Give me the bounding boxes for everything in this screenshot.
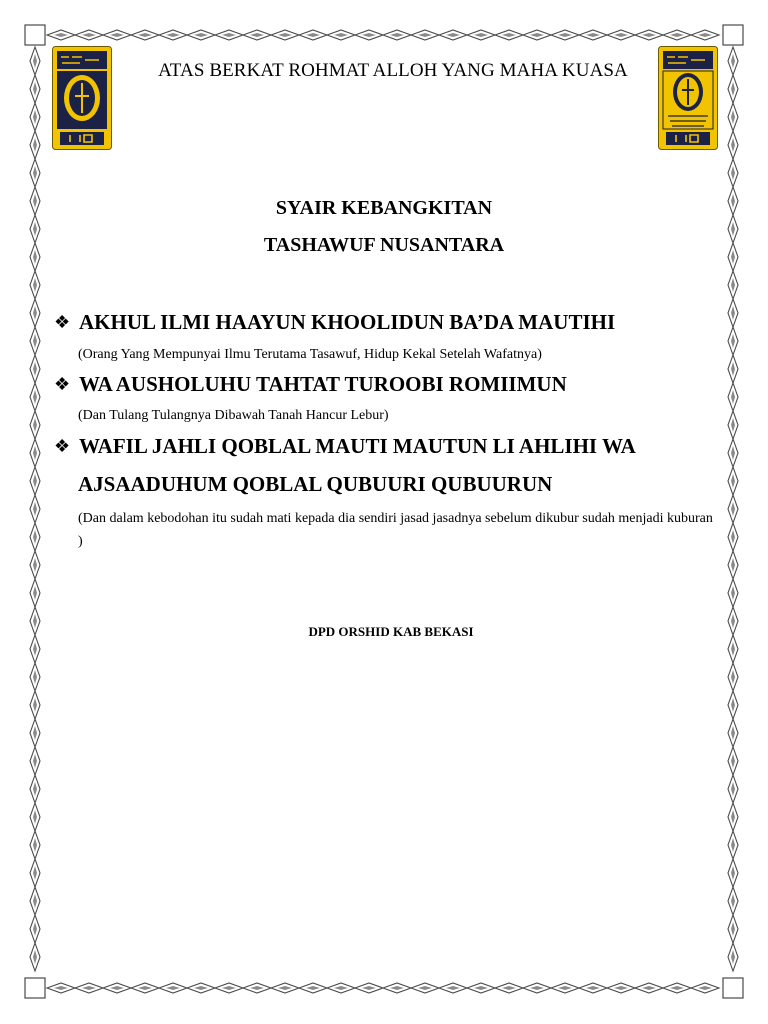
border-ornament bbox=[187, 983, 215, 993]
verse-2-text: WA AUSHOLUHU TAHTAT TUROOBI ROMIIMUN bbox=[79, 372, 567, 396]
border-ornament bbox=[75, 983, 103, 993]
poem-subtitle: TASHAWUF NUSANTARA bbox=[263, 234, 505, 256]
border-ornament bbox=[635, 983, 663, 993]
border-ornament bbox=[30, 663, 40, 691]
border-ornament bbox=[131, 30, 159, 40]
border-ornament bbox=[30, 579, 40, 607]
border-ornament bbox=[327, 983, 355, 993]
border-ornament bbox=[243, 30, 271, 40]
border-ornament bbox=[728, 803, 738, 831]
border-ornament bbox=[30, 943, 40, 971]
verse-3 bbox=[54, 434, 636, 459]
border-ornament bbox=[187, 30, 215, 40]
border-ornament bbox=[728, 943, 738, 971]
border-ornament bbox=[30, 719, 40, 747]
border-ornament bbox=[30, 803, 40, 831]
border-ornament bbox=[728, 579, 738, 607]
border-ornament bbox=[30, 691, 40, 719]
border-ornament bbox=[411, 983, 439, 993]
border-ornament bbox=[47, 30, 75, 40]
border-ornament bbox=[30, 327, 40, 355]
border-ornament bbox=[728, 551, 738, 579]
verse-2-translation: (Dan Tulang Tulangnya Dibawah Tanah Hancur Lebur) bbox=[78, 408, 389, 423]
border-ornament bbox=[691, 983, 719, 993]
border-ornament bbox=[728, 495, 738, 523]
border-ornament bbox=[103, 983, 131, 993]
border-ornament bbox=[579, 983, 607, 993]
border-ornament bbox=[728, 75, 738, 103]
border-ornament bbox=[728, 747, 738, 775]
border-ornament bbox=[30, 131, 40, 159]
border-ornament bbox=[30, 47, 40, 75]
border-ornament bbox=[355, 30, 383, 40]
border-ornament bbox=[159, 983, 187, 993]
border-ornament bbox=[30, 915, 40, 943]
border-ornament bbox=[663, 30, 691, 40]
border-ornament bbox=[215, 983, 243, 993]
border-ornament bbox=[495, 983, 523, 993]
border-ornament bbox=[30, 523, 40, 551]
verse-1-text: AKHUL ILMI HAAYUN KHOOLIDUN BA’DA MAUTIHI bbox=[79, 310, 616, 334]
border-ornament bbox=[728, 467, 738, 495]
border-ornament bbox=[728, 299, 738, 327]
border-ornament bbox=[728, 159, 738, 187]
border-ornament bbox=[551, 983, 579, 993]
border-ornament bbox=[728, 355, 738, 383]
border-ornament bbox=[30, 467, 40, 495]
border-ornament bbox=[103, 30, 131, 40]
organization-logo-right bbox=[658, 46, 718, 150]
border-ornament bbox=[728, 719, 738, 747]
border-ornament bbox=[728, 383, 738, 411]
border-ornament bbox=[30, 859, 40, 887]
border-ornament bbox=[523, 30, 551, 40]
border-ornament bbox=[728, 915, 738, 943]
border-ornament bbox=[728, 327, 738, 355]
border-ornament bbox=[131, 983, 159, 993]
border-ornament bbox=[30, 495, 40, 523]
border-ornament bbox=[439, 30, 467, 40]
diamond-dots-bullet-icon: ❖ bbox=[54, 436, 71, 456]
border-ornament bbox=[728, 523, 738, 551]
border-ornament bbox=[271, 983, 299, 993]
border-ornament bbox=[728, 775, 738, 803]
border-ornament bbox=[30, 159, 40, 187]
poem-title: SYAIR KEBANGKITAN bbox=[275, 197, 493, 219]
border-ornament bbox=[691, 30, 719, 40]
border-ornament bbox=[299, 983, 327, 993]
footer-organization: DPD ORSHID KAB BEKASI bbox=[308, 624, 474, 639]
border-ornament bbox=[607, 30, 635, 40]
border-ornament bbox=[75, 30, 103, 40]
border-ornament bbox=[467, 983, 495, 993]
border-ornament bbox=[30, 439, 40, 467]
verse-3-translation: (Dan dalam kebodohan itu sudah mati kepada dia sendiri jasad jasadnya sebelum dikubur sudah menjadi kuburan ) bbox=[78, 511, 713, 549]
border-ornament bbox=[30, 103, 40, 131]
border-ornament bbox=[439, 983, 467, 993]
border-ornament bbox=[728, 859, 738, 887]
border-ornament bbox=[30, 383, 40, 411]
verse-1-translation: (Orang Yang Mempunyai Ilmu Terutama Tasawuf, Hidup Kekal Setelah Wafatnya) bbox=[78, 347, 542, 362]
border-ornament bbox=[271, 30, 299, 40]
verse-3-text-continued: AJSAADUHUM QOBLAL QUBUURI QUBUURUN bbox=[78, 472, 553, 496]
border-ornament bbox=[728, 47, 738, 75]
diamond-dots-bullet-icon: ❖ bbox=[54, 312, 71, 332]
border-ornament bbox=[299, 30, 327, 40]
diamond-dots-bullet-icon: ❖ bbox=[54, 374, 71, 394]
border-ornament bbox=[383, 983, 411, 993]
border-ornament bbox=[327, 30, 355, 40]
border-ornament bbox=[579, 30, 607, 40]
border-ornament bbox=[30, 299, 40, 327]
border-ornament bbox=[728, 411, 738, 439]
border-ornament bbox=[411, 30, 439, 40]
border-ornament bbox=[523, 983, 551, 993]
border-ornament bbox=[30, 887, 40, 915]
border-ornament bbox=[728, 887, 738, 915]
verse-2 bbox=[54, 372, 567, 397]
organization-logo-left bbox=[52, 46, 112, 150]
border-ornament bbox=[30, 775, 40, 803]
border-ornament bbox=[30, 411, 40, 439]
border-ornament bbox=[30, 747, 40, 775]
header-blessing: ATAS BERKAT ROHMAT ALLOH YANG MAHA KUASA bbox=[158, 60, 628, 81]
border-ornament bbox=[30, 831, 40, 859]
border-ornament bbox=[355, 983, 383, 993]
border-ornament bbox=[728, 439, 738, 467]
border-ornament bbox=[215, 30, 243, 40]
border-ornament bbox=[728, 103, 738, 131]
border-ornament bbox=[495, 30, 523, 40]
border-ornament bbox=[663, 983, 691, 993]
border-ornament bbox=[607, 983, 635, 993]
border-ornament bbox=[635, 30, 663, 40]
border-ornament bbox=[30, 75, 40, 103]
border-ornament bbox=[30, 551, 40, 579]
border-ornament bbox=[383, 30, 411, 40]
border-ornament bbox=[728, 131, 738, 159]
verse-3-text: WAFIL JAHLI QOBLAL MAUTI MAUTUN LI AHLIHI WA bbox=[79, 434, 636, 458]
border-ornament bbox=[47, 983, 75, 993]
border-ornament bbox=[30, 355, 40, 383]
verse-1 bbox=[54, 310, 615, 335]
border-ornament bbox=[243, 983, 271, 993]
border-ornament bbox=[728, 663, 738, 691]
border-ornament bbox=[30, 271, 40, 299]
border-ornament bbox=[551, 30, 579, 40]
border-ornament bbox=[728, 831, 738, 859]
border-ornament bbox=[159, 30, 187, 40]
border-ornament bbox=[728, 271, 738, 299]
border-ornament bbox=[467, 30, 495, 40]
border-ornament bbox=[728, 691, 738, 719]
